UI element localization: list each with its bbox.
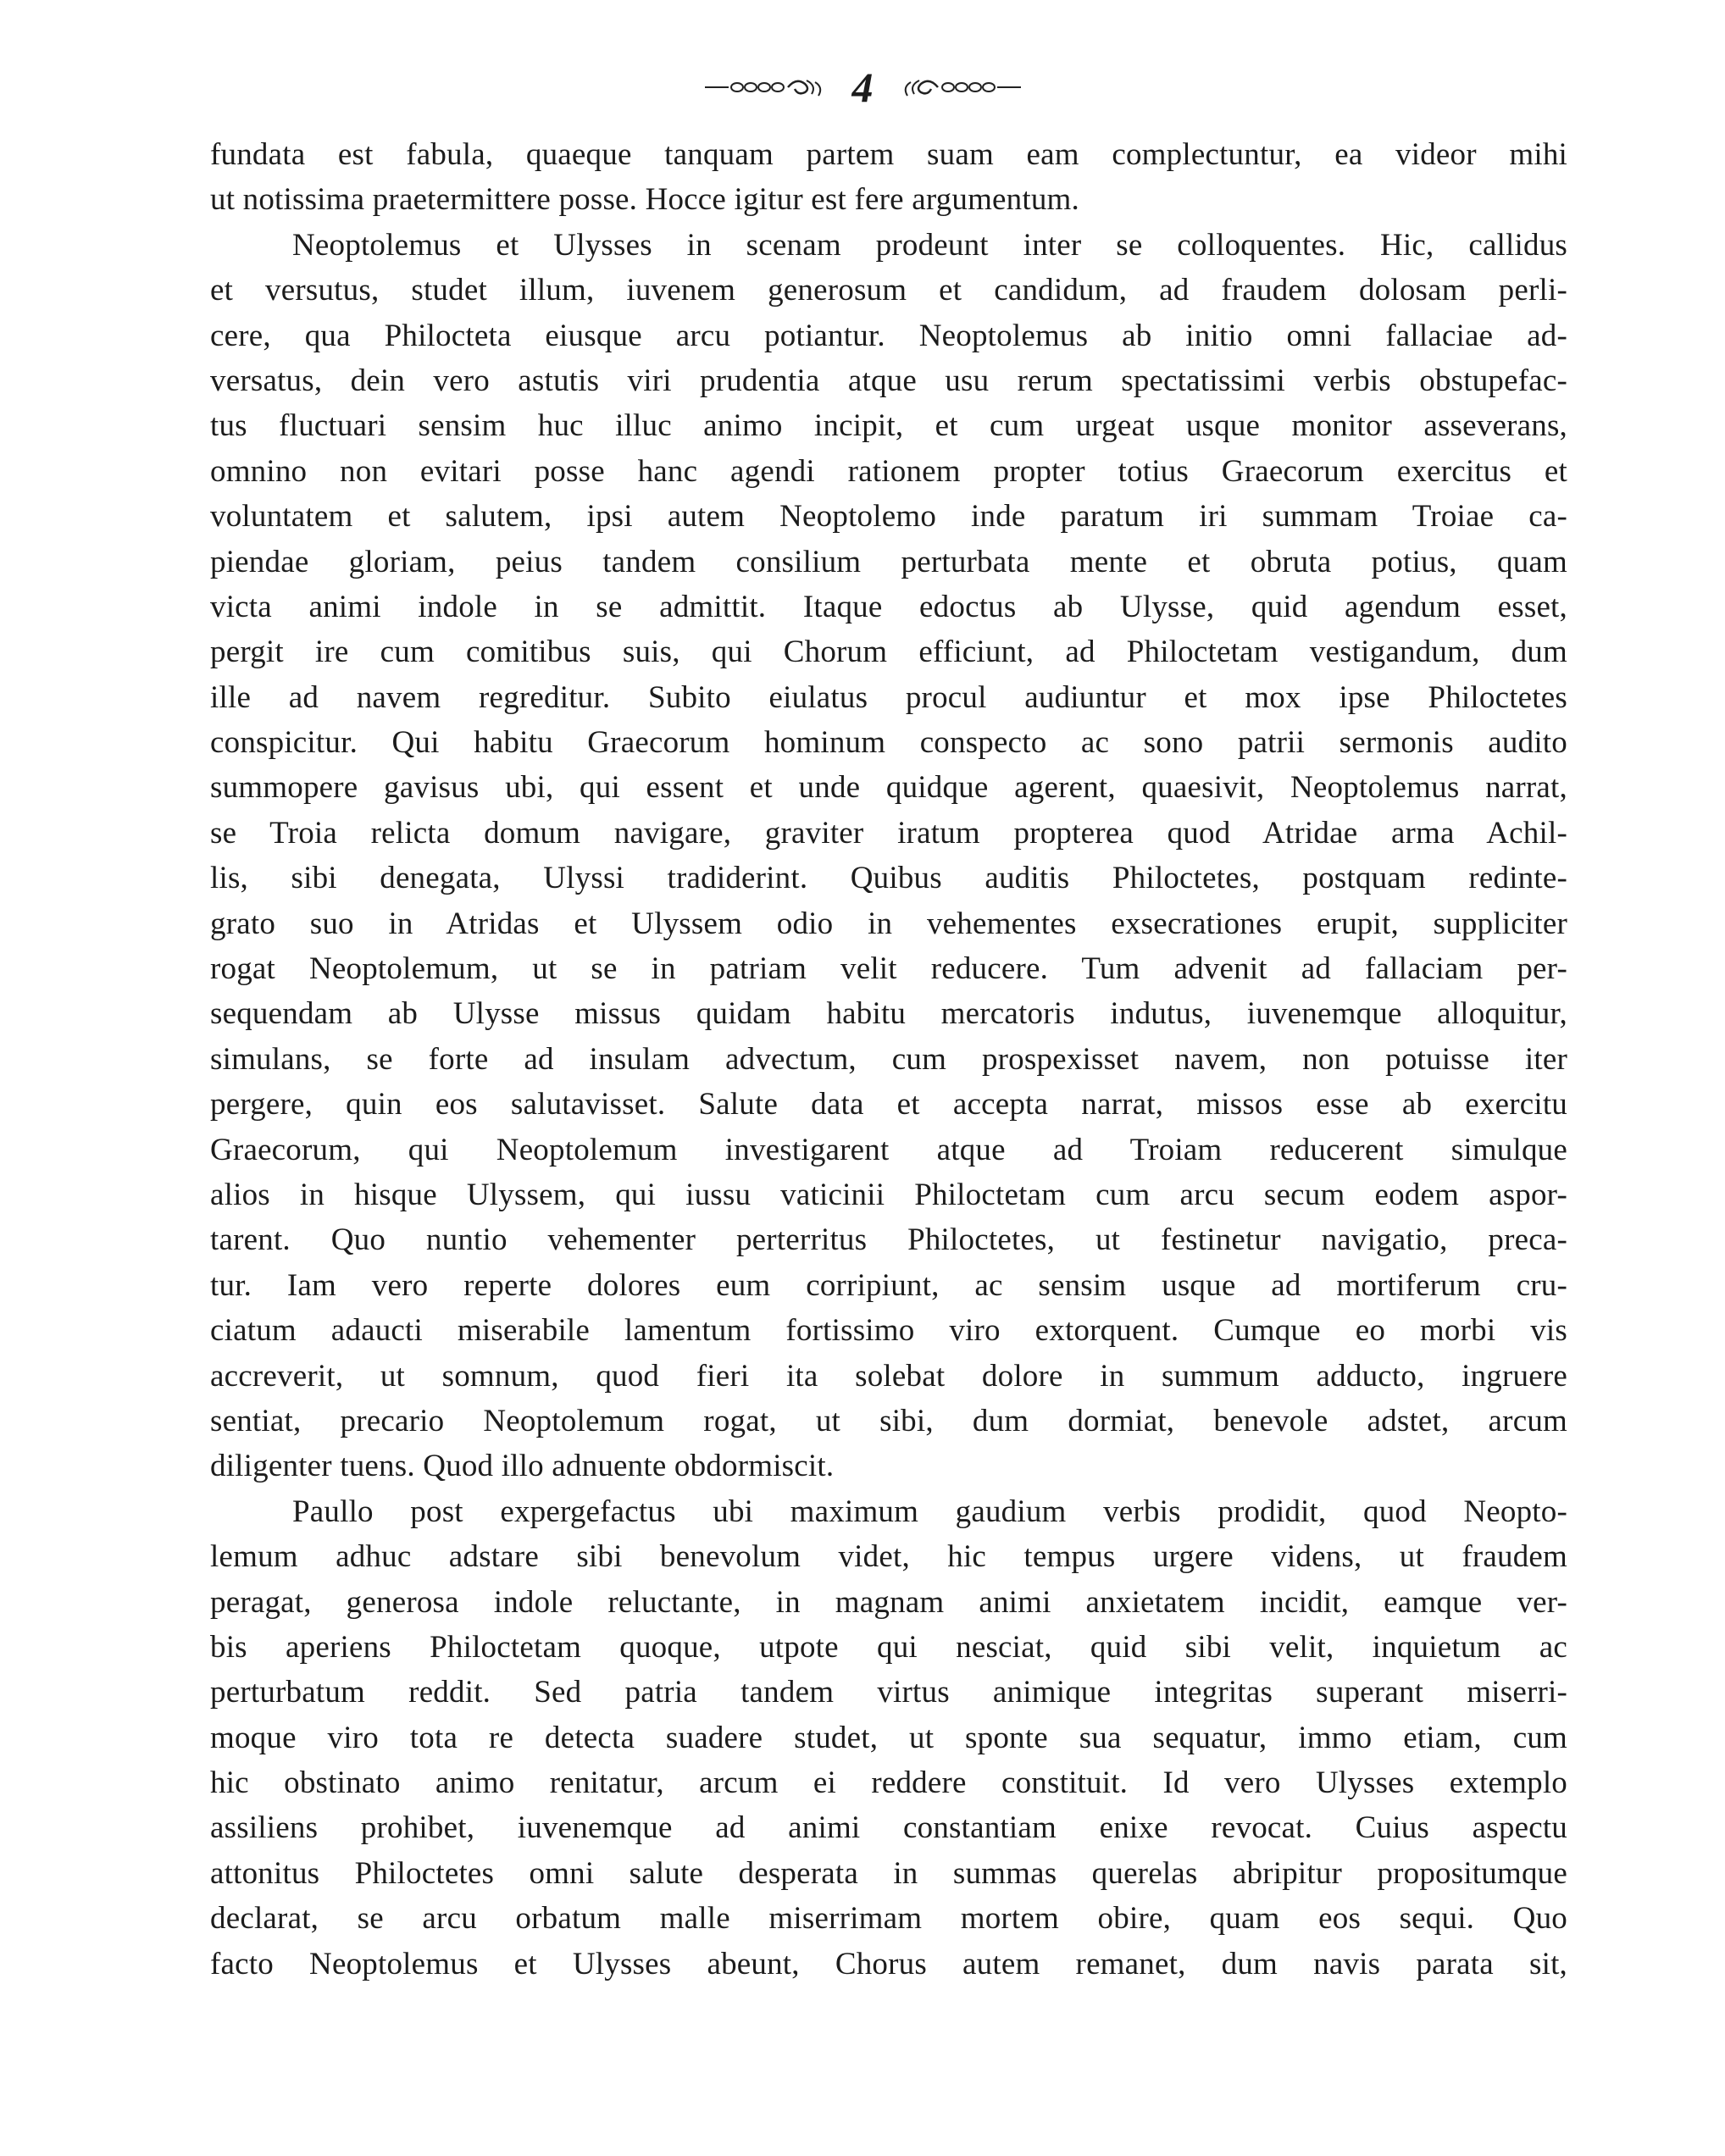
text-line: cere, qua Philocteta eiusque arcu potiantur. Neoptolemus ab initio omni fallaciae ad- xyxy=(210,318,1567,353)
text-line: versatus, dein vero astutis viri prudentia atque usu rerum spectatissimi verbis obstupefac- xyxy=(210,363,1567,398)
text-line: alios in hisque Ulyssem, qui iussu vaticinii Philoctetam cum arcu secum eodem aspor- xyxy=(210,1177,1567,1212)
text-line: sequendam ab Ulysse missus quidam habitu mercatoris indutus, iuvenemque alloquitur, xyxy=(210,996,1567,1032)
text-line: ut notissima praetermittere posse. Hocce igitur est fere argumentum. xyxy=(210,182,1079,218)
text-line: declarat, se arcu orbatum malle miserrimam mortem obire, quam eos sequi. Quo xyxy=(210,1901,1567,1937)
text-line: omnino non evitari posse hanc agendi rationem propter totius Graecorum exercitus et xyxy=(210,453,1567,489)
text-line: Graecorum, qui Neoptolemum investigarent atque ad Troiam reducerent simulque xyxy=(210,1132,1567,1167)
text-line: pergere, quin eos salutavisset. Salute data et accepta narrat, missos esse ab exercitu xyxy=(210,1087,1567,1122)
text-line: summopere gavisus ubi, qui essent et unde quidque agerent, quaesivit, Neoptolemus narrat, xyxy=(210,770,1567,806)
text-line: hic obstinato animo renitatur, arcum ei reddere constituit. Id vero Ulysses extemplo xyxy=(210,1765,1567,1801)
text-line: se Troia relicta domum navigare, graviter iratum propterea quod Atridae arma Achil- xyxy=(210,815,1567,851)
text-line: voluntatem et salutem, ipsi autem Neoptolemo inde paratum iri summam Troiae ca- xyxy=(210,499,1567,535)
text-line: accreverit, ut somnum, quod fieri ita solebat dolore in summum adducto, ingruere xyxy=(210,1358,1567,1394)
text-line: tus fluctuari sensim huc illuc animo incipit, et cum urgeat usque monitor asseverans, xyxy=(210,408,1567,444)
page-number: 4 xyxy=(851,64,874,111)
text-line: lemum adhuc adstare sibi benevolum videt, hic tempus urgere videns, ut fraudem xyxy=(210,1539,1567,1575)
body-text xyxy=(210,132,1567,1987)
text-line: Neoptolemus et Ulysses in scenam prodeunt inter se colloquentes. Hic, callidus xyxy=(292,227,1567,263)
text-line: facto Neoptolemus et Ulysses abeunt, Chorus autem remanet, dum navis parata sit, xyxy=(210,1946,1567,1981)
text-line: victa animi indole in se admittit. Itaque edoctus ab Ulysse, quid agendum esset, xyxy=(210,589,1567,624)
text-line: simulans, se forte ad insulam advectum, cum prospexisset navem, non potuisse iter xyxy=(210,1041,1567,1077)
ornamental-rule-left-icon xyxy=(703,77,830,97)
text-line: peragat, generosa indole reluctante, in magnam animi anxietatem incidit, eamque ver- xyxy=(210,1584,1567,1620)
page-header xyxy=(0,58,1725,117)
text-line: Paullo post expergefactus ubi maximum gaudium verbis prodidit, quod Neopto- xyxy=(292,1494,1567,1529)
text-line: piendae gloriam, peius tandem consilium perturbata mente et obruta potius, quam xyxy=(210,544,1567,579)
text-line: tur. Iam vero reperte dolores eum corripiunt, ac sensim usque ad mortiferum cru- xyxy=(210,1267,1567,1303)
text-line: ille ad navem regreditur. Subito eiulatus procul audiuntur et mox ipse Philoctetes xyxy=(210,679,1567,715)
text-line: et versutus, studet illum, iuvenem generosum et candidum, ad fraudem dolosam perli- xyxy=(210,273,1567,308)
text-line: tarent. Quo nuntio vehementer perterritus Philoctetes, ut festinetur navigatio, preca- xyxy=(210,1222,1567,1258)
text-line: conspicitur. Qui habitu Graecorum hominum conspecto ac sono patrii sermonis audito xyxy=(210,725,1567,761)
text-line: bis aperiens Philoctetam quoque, utpote qui nesciat, quid sibi velit, inquietum ac xyxy=(210,1629,1567,1665)
text-line: perturbatum reddit. Sed patria tandem virtus animique integritas superant miserri- xyxy=(210,1675,1567,1710)
text-line: diligenter tuens. Quod illo adnuente obdormiscit. xyxy=(210,1449,835,1484)
text-line: sentiat, precario Neoptolemum rogat, ut sibi, dum dormiat, benevole adstet, arcum xyxy=(210,1403,1567,1438)
text-line: rogat Neoptolemum, ut se in patriam velit reducere. Tum advenit ad fallaciam per- xyxy=(210,951,1567,987)
text-line: fundata est fabula, quaeque tanquam partem suam eam complectuntur, ea videor mihi xyxy=(210,137,1567,172)
text-line: moque viro tota re detecta suadere studet, ut sponte sua sequatur, immo etiam, cum xyxy=(210,1720,1567,1755)
ornamental-rule-right-icon xyxy=(896,77,1023,97)
text-line: assiliens prohibet, iuvenemque ad animi constantiam enixe revocat. Cuius aspectu xyxy=(210,1810,1567,1846)
text-line: grato suo in Atridas et Ulyssem odio in vehementes exsecrationes erupit, suppliciter xyxy=(210,906,1567,941)
text-line: pergit ire cum comitibus suis, qui Chorum efficiunt, ad Philoctetam vestigandum, dum xyxy=(210,635,1567,670)
text-line: ciatum adaucti miserabile lamentum fortissimo viro extorquent. Cumque eo morbi vis xyxy=(210,1313,1567,1349)
text-line: attonitus Philoctetes omni salute desperata in summas querelas abripitur propositumque xyxy=(210,1855,1567,1891)
text-line: lis, sibi denegata, Ulyssi tradiderint. Quibus auditis Philoctetes, postquam redinte- xyxy=(210,861,1567,896)
